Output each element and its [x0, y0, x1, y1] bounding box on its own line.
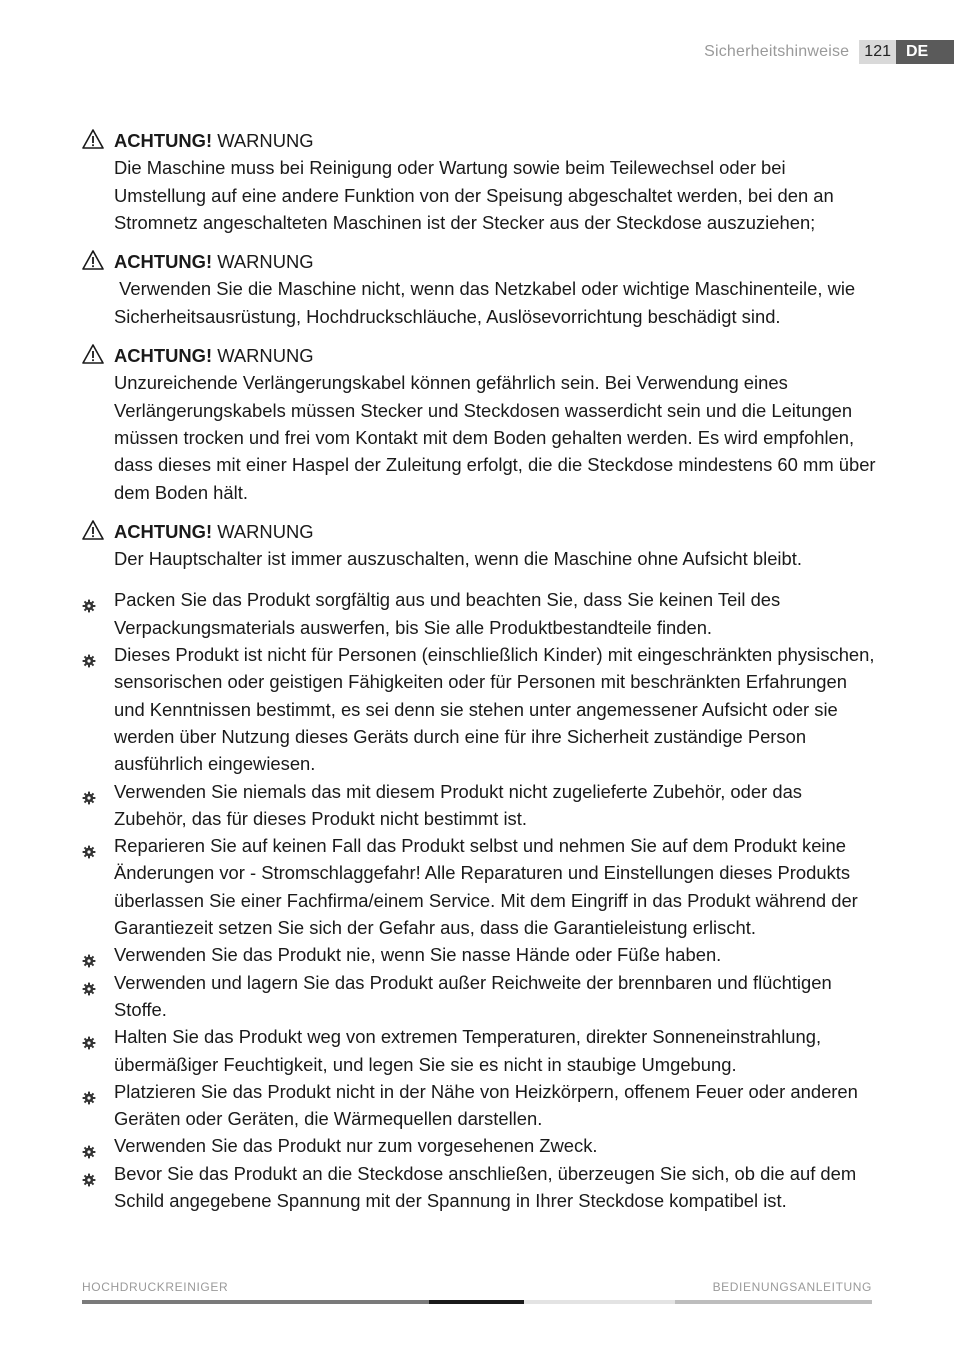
warning-block — [82, 518, 877, 573]
footer-product: HOCHDRUCKREINIGER — [82, 1280, 229, 1294]
warning-heading — [114, 127, 877, 154]
warning-block — [82, 248, 877, 330]
safety-bullets — [82, 586, 877, 1214]
warning-label: ACHTUNG! — [114, 345, 213, 367]
footer-bar-segment — [675, 1300, 872, 1304]
warning-label: ACHTUNG! — [114, 520, 213, 542]
warning-heading — [114, 342, 877, 369]
warning-type: WARNUNG — [217, 251, 314, 273]
list-item-text: Dieses Produkt ist nicht für Personen (einschließlich Kinder) mit eingeschränkten physischen, sensorischen oder geistigen Fähigkeiten oder für Personen mit beschränkten Erfahrungen und Kenntnissen bestimmt, es sei denn sie stehen unter angemessener Aufsicht oder sie werden über Nutzung dieses Geräts durch eine für ihre Sicherheit zuständige Person ausführlich eingewiesen. — [114, 644, 875, 775]
warning-text: Der Hauptschalter ist immer auszuschalten, wenn die Maschine ohne Aufsicht bleibt. — [114, 548, 802, 570]
gear-bullet-icon — [82, 785, 96, 799]
list-item — [82, 832, 877, 941]
list-item — [82, 1078, 877, 1133]
list-item — [82, 641, 877, 777]
footer-doc-type: BEDIENUNGSANLEITUNG — [712, 1280, 872, 1294]
warning-triangle-icon — [82, 249, 104, 271]
section-title: Sicherheitshinweise — [704, 43, 850, 60]
gear-bullet-icon — [82, 839, 96, 853]
footer-divider — [82, 1300, 872, 1304]
list-item-text: Verwenden Sie niemals das mit diesem Produkt nicht zugelieferte Zubehör, oder das Zubehör, das für dieses Produkt nicht bestimmt ist. — [114, 780, 802, 829]
warning-triangle-icon — [82, 128, 104, 150]
page-number: 121 — [859, 40, 896, 64]
page-header — [704, 40, 954, 64]
list-item — [82, 586, 877, 641]
gear-bullet-icon — [82, 1030, 96, 1044]
footer-bar-segment — [82, 1300, 429, 1304]
warning-triangle-icon — [82, 343, 104, 365]
gear-bullet-icon — [82, 1167, 96, 1181]
list-item-text: Verwenden und lagern Sie das Produkt außer Reichweite der brennbaren und flüchtigen Stoffe. — [114, 971, 832, 1020]
warning-label: ACHTUNG! — [114, 130, 213, 151]
warning-text: Die Maschine muss bei Reinigung oder Wartung sowie beim Teilewechsel oder bei Umstellung auf eine andere Funktion von der Speisung abgeschaltet werden, bei den an Stromnetz angeschalteten Maschinen ist der Stecker aus der Steckdose auszuziehen; — [114, 157, 839, 233]
footer-bar-segment — [524, 1300, 675, 1304]
list-item-text: Platzieren Sie das Produkt nicht in der Nähe von Heizkörpern, offenem Feuer oder anderen Geräten oder Geräten, die Wärmequellen darstellen. — [114, 1080, 858, 1130]
warning-triangle-icon — [82, 519, 104, 541]
list-item — [82, 941, 877, 968]
safety-content — [82, 127, 881, 1214]
gear-bullet-icon — [82, 593, 96, 607]
warnings-list — [82, 127, 881, 572]
warning-label: ACHTUNG! — [114, 251, 213, 273]
gear-bullet-icon — [82, 976, 96, 990]
footer-bar-segment — [429, 1300, 524, 1304]
list-item — [82, 1132, 877, 1159]
warning-type: WARNUNG — [217, 520, 314, 542]
warning-type: WARNUNG — [217, 130, 314, 151]
warning-heading — [114, 248, 877, 275]
list-item — [82, 778, 877, 833]
gear-bullet-icon — [82, 1085, 96, 1099]
list-item — [82, 969, 877, 1024]
gear-bullet-icon — [82, 648, 96, 662]
list-item-text: Packen Sie das Produkt sorgfältig aus und beachten Sie, dass Sie keinen Teil des Verpackungsmaterials auswerfen, bis Sie alle Produktbestandteile finden. — [114, 589, 781, 638]
list-item-text: Bevor Sie das Produkt an die Steckdose anschließen, überzeugen Sie sich, ob die auf dem Schild angegebene Spannung mit der Spannung in Ihrer Steckdose kompatibel ist. — [114, 1162, 857, 1211]
list-item-text: Halten Sie das Produkt weg von extremen Temperaturen, direkter Sonneneinstrahlung, übermäßiger Feuchtigkeit, und legen Sie sie es nicht in staubige Umgebung. — [114, 1026, 822, 1075]
warning-heading — [114, 518, 877, 545]
warning-block — [82, 127, 877, 236]
list-item-text: Verwenden Sie das Produkt nur zum vorgesehenen Zweck. — [114, 1135, 598, 1157]
list-item — [82, 1023, 877, 1078]
warning-text: Verwenden Sie die Maschine nicht, wenn das Netzkabel oder wichtige Maschinenteile, wie Sicherheitsausrüstung, Hochdruckschläuche, Auslösevorrichtung beschädigt sind. — [114, 278, 861, 327]
list-item-text: Verwenden Sie das Produkt nie, wenn Sie nasse Hände oder Füße haben. — [114, 944, 722, 966]
warning-block — [82, 342, 881, 506]
language-tag: DE — [896, 40, 954, 64]
list-item — [82, 1160, 877, 1215]
warning-text: Unzureichende Verlängerungskabel können gefährlich sein. Bei Verwendung eines Verlängerungskabels müssen Stecker und Steckdosen wasserdicht sein und die Leitungen müssen trocken und frei vom Kontakt mit dem Boden gehalten werden. Es wird empfohlen, dass dieses mit einer Haspel der Zuleitung erfolgt, die die Steckdose mindestens 60 mm über dem Boden hält. — [114, 372, 881, 503]
list-item-text: Reparieren Sie auf keinen Fall das Produkt selbst und nehmen Sie auf dem Produkt keine Änderungen vor - Stromschlaggefahr! Alle Reparaturen und Einstellungen dieses Produkts überlassen Sie einer Fachfirma/einem Service. Mit dem Eingriff in das Produkt während der Garantiezeit setzen Sie sich der Gefahr aus, dass die Garantieleistung erlischt. — [114, 835, 858, 939]
gear-bullet-icon — [82, 948, 96, 962]
warning-type: WARNUNG — [217, 345, 314, 367]
gear-bullet-icon — [82, 1139, 96, 1153]
